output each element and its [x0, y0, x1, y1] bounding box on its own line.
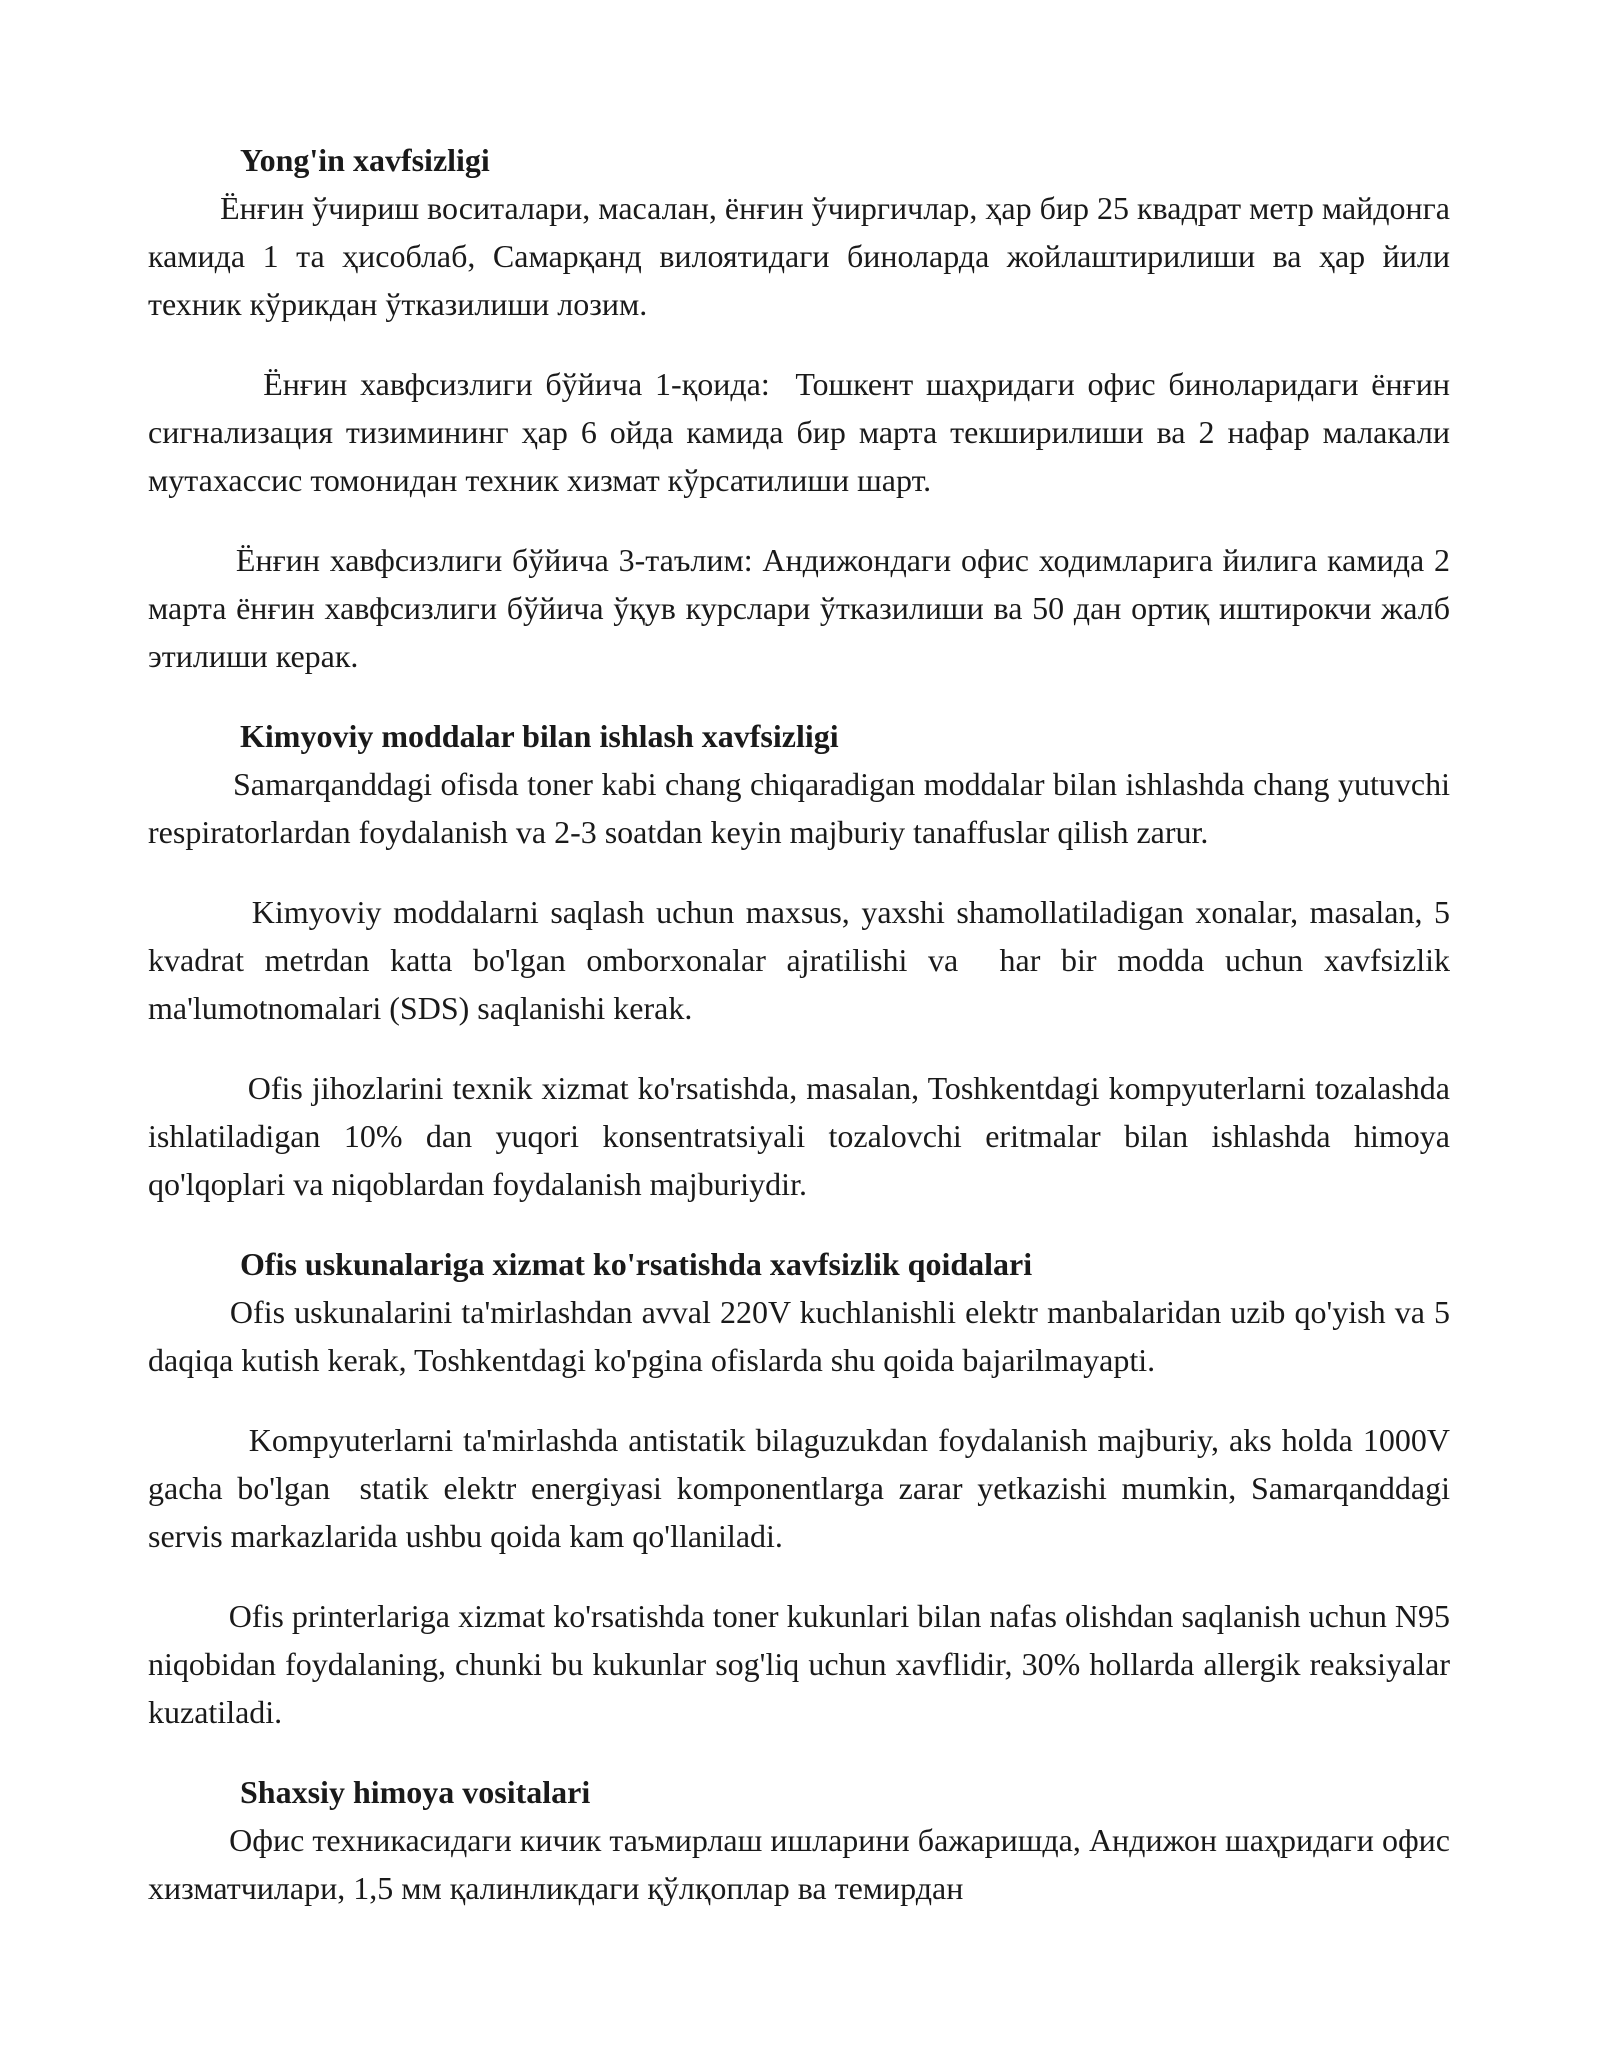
paragraph: Kompyuterlarni ta'mirlashda antistatik bilaguzukdan foydalanish majburiy, aks holda 1000V gacha bo'lgan statik elektr energiyasi komponentlarga zarar yetkazishi mumkin, Samarqanddagi servis markazlarida ushbu qoida kam qo'llaniladi. — [148, 1422, 1459, 1554]
paragraph: Ofis jihozlarini texnik xizmat ko'rsatishda, masalan, Toshkentdagi kompyuterlarni tozalashda ishlatiladigan 10% dan yuqori konsentratsiyali tozalovchi eritmalar bilan ishlashda himoya qo'lqoplari va niqoblardan foydalanish majburiydir. — [148, 1070, 1459, 1202]
paragraph: Kimyoviy moddalarni saqlash uchun maxsus, yaxshi shamollatiladigan xonalar, masalan, 5 kvadrat metrdan katta bo'lgan omborxonalar ajratilishi va har bir modda uchun xavfsizlik ma'lumotnomalari (SDS) saqlanishi kerak. — [148, 894, 1459, 1026]
paragraph: Ofis uskunalarini ta'mirlashdan avval 220V kuchlanishli elektr manbalaridan uzib qo'yish va 5 daqiqa kutish kerak, Toshkentdagi ko'pgina ofislarda shu qoida bajarilmayapti. — [148, 1294, 1459, 1378]
paragraph: Samarqanddagi ofisda toner kabi chang chiqaradigan moddalar bilan ishlashda chang yutuvchi respiratorlardan foydalanish va 2-3 soatdan keyin majburiy tanaffuslar qilish zarur. — [148, 766, 1458, 850]
paragraph: Ёнғин хавфсизлиги бўйича 1-қоида: Тошкент шаҳридаги офис биноларидаги ёнғин сигнализация тизимининг ҳар 6 ойда камида бир марта текширилиши ва 2 нафар малакали мутахассис томонидан техник хизмат кўрсатилиши шарт. — [148, 366, 1459, 498]
section-heading-fire-safety: Yong'in xavfsizligi — [240, 142, 490, 178]
document-page — [148, 136, 1459, 1912]
paragraph: Офис техникасидаги кичик таъмирлаш ишларини бажаришда, Андижон шаҳридаги офис хизматчилари, 1,5 мм қалинликдаги қўлқоплар ва темирдан — [148, 1822, 1459, 1906]
paragraph: Ofis printerlariga xizmat ko'rsatishda toner kukunlari bilan nafas olishdan saqlanish uchun N95 niqobidan foydalaning, chunki bu kukunlar sog'liq uchun xavflidir, 30% hollarda allergik reaksiyalar kuzatiladi. — [148, 1598, 1459, 1730]
section-heading-chemical-safety: Kimyoviy moddalar bilan ishlash xavfsizligi — [240, 718, 839, 754]
section-heading-equipment-safety: Ofis uskunalariga xizmat ko'rsatishda xavfsizlik qoidalari — [240, 1246, 1033, 1282]
paragraph: Ёнғин хавфсизлиги бўйича 3-таълим: Андижондаги офис ходимларига йилига камида 2 марта ёнғин хавфсизлиги бўйича ўқув курслари ўтказилиши ва 50 дан ортиқ иштирокчи жалб этилиши керак. — [148, 542, 1458, 674]
section-heading-ppe: Shaxsiy himoya vositalari — [240, 1774, 591, 1810]
paragraph: Ёнғин ўчириш воситалари, масалан, ёнғин ўчиргичлар, ҳар бир 25 квадрат метр майдонга камида 1 та ҳисоблаб, Самарқанд вилоятидаги биноларда жойлаштирилиши ва ҳар йили техник кўрикдан ўтказилиши лозим. — [148, 190, 1459, 322]
